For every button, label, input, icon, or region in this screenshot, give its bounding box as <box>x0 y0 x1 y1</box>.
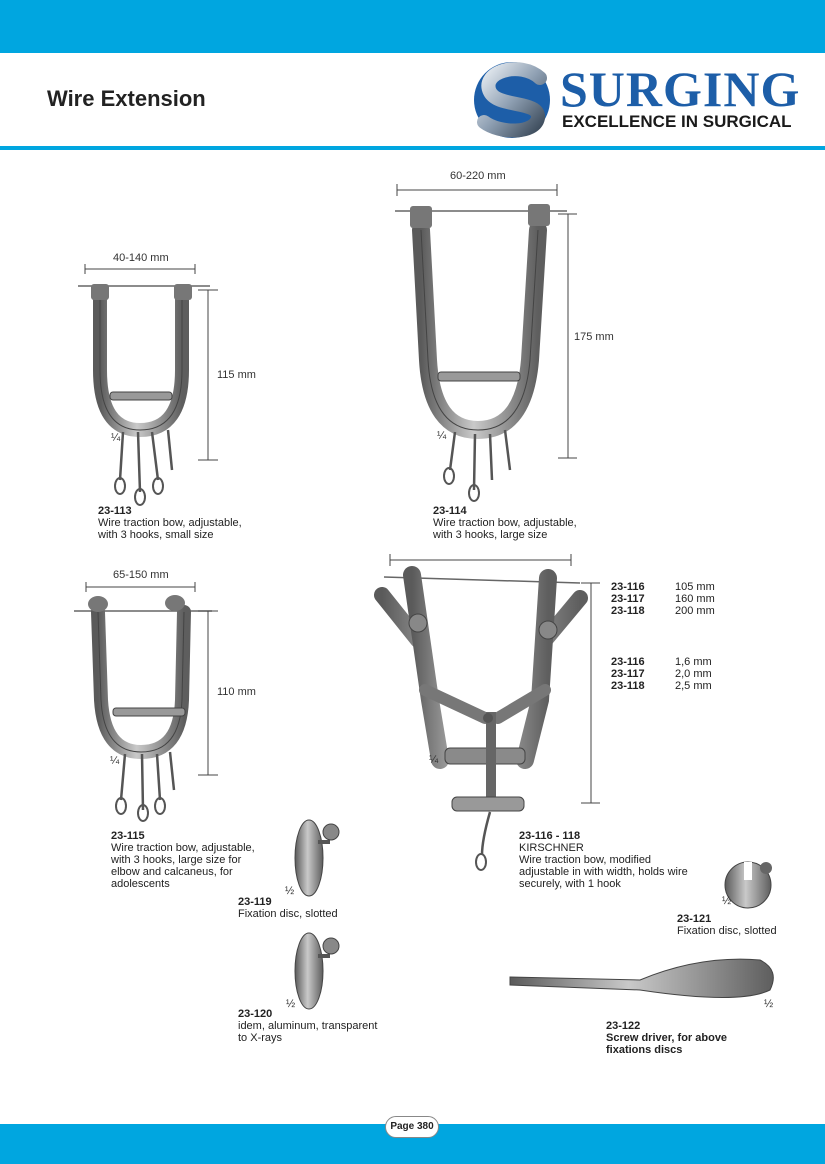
fixation-disc-slotted-image <box>725 862 772 908</box>
dimension-width-113: 40-140 mm <box>113 252 169 264</box>
header-divider <box>0 146 825 150</box>
product-desc-114-line2: with 3 hooks, large size <box>433 529 548 541</box>
product-desc-116-line3: adjustable in with width, holds wire <box>519 866 688 878</box>
product-desc-113-line1: Wire traction bow, adjustable, <box>98 517 242 529</box>
dimension-width-115: 65-150 mm <box>113 569 169 581</box>
page-number: Page 380 <box>385 1116 439 1138</box>
scale-119: ½ <box>285 885 295 897</box>
product-desc-113-line2: with 3 hooks, small size <box>98 529 214 541</box>
dimension-height-113: 115 mm <box>217 369 256 381</box>
size-code-3: 23-118 <box>611 605 645 617</box>
aluminum-disc-image <box>295 933 339 1009</box>
kirschner-bow-image <box>382 554 600 870</box>
size-value-2: 160 mm <box>675 593 715 605</box>
product-code-121: 23-121 <box>677 913 712 925</box>
product-code-122: 23-122 <box>606 1020 641 1032</box>
brand-name: SURGING <box>560 61 801 117</box>
product-desc-116-line1: KIRSCHNER <box>519 842 584 854</box>
product-desc-120-line2: to X-rays <box>238 1032 283 1044</box>
scale-121: ½ <box>722 895 732 907</box>
size-code-1: 23-116 <box>611 581 645 593</box>
size-code-2: 23-117 <box>611 593 645 605</box>
product-code-115: 23-115 <box>111 830 145 842</box>
traction-bow-adolescent-image <box>74 582 218 821</box>
dimension-width-114: 60-220 mm <box>450 170 506 182</box>
product-desc-115-line4: adolescents <box>111 878 170 890</box>
product-code-113: 23-113 <box>98 505 132 517</box>
size-value-1: 105 mm <box>675 581 715 593</box>
product-desc-116-line4: securely, with 1 hook <box>519 878 621 890</box>
logo-icon <box>474 62 550 138</box>
wire-code-1: 23-116 <box>611 656 645 668</box>
wire-code-3: 23-118 <box>611 680 645 692</box>
product-desc-119: Fixation disc, slotted <box>238 908 338 920</box>
fixation-disc-image <box>295 820 339 896</box>
scale-114: ¼ <box>437 430 447 442</box>
product-desc-121: Fixation disc, slotted <box>677 925 777 937</box>
scale-113: ¼ <box>111 432 121 444</box>
wire-value-1: 1,6 mm <box>675 656 712 668</box>
scale-115: ¼ <box>110 755 120 767</box>
dimension-height-115: 110 mm <box>217 686 256 698</box>
product-desc-122-line2: fixations discs <box>606 1044 683 1056</box>
brand-tagline: EXCELLENCE IN SURGICAL <box>562 112 792 131</box>
product-desc-120-line1: idem, aluminum, transparent <box>238 1020 378 1032</box>
size-value-3: 200 mm <box>675 605 715 617</box>
product-desc-115-line1: Wire traction bow, adjustable, <box>111 842 255 854</box>
wire-value-3: 2,5 mm <box>675 680 712 692</box>
product-desc-114-line1: Wire traction bow, adjustable, <box>433 517 577 529</box>
traction-bow-small-image <box>78 264 218 505</box>
page-title: Wire Extension <box>47 86 206 111</box>
product-code-116: 23-116 - 118 <box>519 830 581 842</box>
dimension-height-114: 175 mm <box>574 331 614 343</box>
product-desc-115-line3: elbow and calcaneus, for <box>111 866 233 878</box>
scale-120: ½ <box>286 998 296 1010</box>
product-desc-116-line2: Wire traction bow, modified <box>519 854 652 866</box>
traction-bow-large-image <box>395 184 577 501</box>
wire-code-2: 23-117 <box>611 668 645 680</box>
wire-value-2: 2,0 mm <box>675 668 712 680</box>
product-code-114: 23-114 <box>433 505 467 517</box>
scale-122: ½ <box>764 998 774 1010</box>
product-code-120: 23-120 <box>238 1008 273 1020</box>
product-desc-115-line2: with 3 hooks, large size for <box>111 854 242 866</box>
product-code-119: 23-119 <box>238 896 272 908</box>
screw-driver-image <box>510 959 773 997</box>
product-desc-122-line1: Screw driver, for above <box>606 1032 728 1044</box>
scale-116: ¼ <box>429 754 439 766</box>
